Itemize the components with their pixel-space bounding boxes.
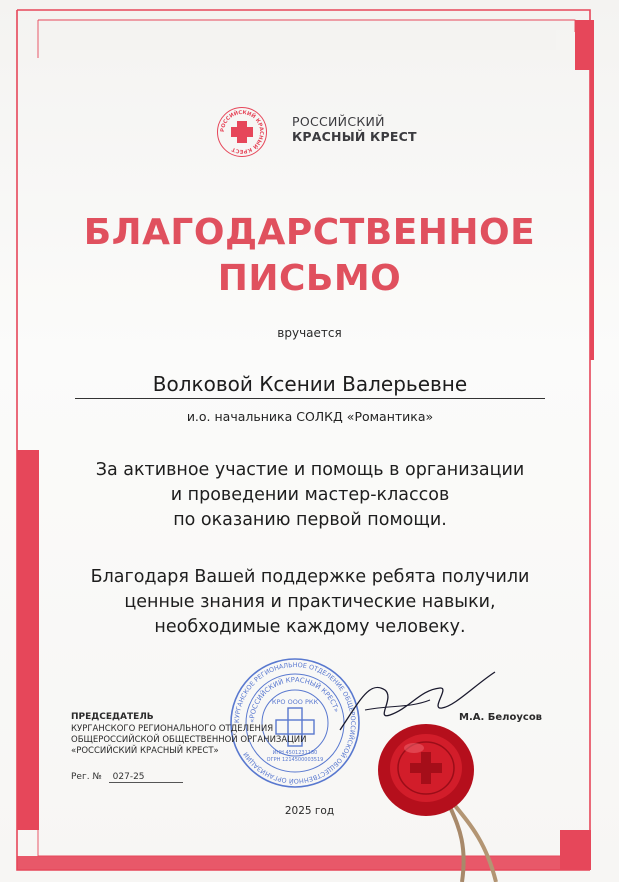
- organization-name-line2: КРАСНЫЙ КРЕСТ: [292, 129, 417, 144]
- title-line1: БЛАГОДАРСТВЕННОЕ: [83, 212, 536, 253]
- paragraph2-line: Благодаря Вашей поддержке ребята получили: [90, 567, 530, 587]
- stamp-inn: ИНН 4501231180: [272, 750, 318, 756]
- red-cross-logo-icon: [216, 106, 268, 158]
- chair-org-line: ОБЩЕРОССИЙСКОЙ ОБЩЕСТВЕННОЙ ОРГАНИЗАЦИИ: [71, 735, 307, 745]
- stamp-kro-text: КРО ООО РКК: [271, 698, 319, 706]
- paragraph1-line: и проведении мастер-классов: [170, 485, 450, 505]
- recipient-name: Волковой Ксении Валерьевне: [75, 372, 545, 399]
- reg-label: Рег. №: [71, 772, 102, 782]
- chair-title: ПРЕДСЕДАТЕЛЬ: [71, 712, 154, 722]
- stamp-outer-text: КУРГАНСКОЕ РЕГИОНАЛЬНОЕ ОТДЕЛЕНИЕ ОБЩЕРОССИЙСКОЙ ОБЩЕСТВЕННОЙ ОРГАНИЗАЦИИ: [232, 660, 358, 786]
- organization-name: [292, 114, 417, 144]
- stamp-ogrn: ОГРН 1214500003519: [266, 757, 324, 763]
- title-line2: ПИСЬМО: [217, 258, 402, 299]
- chair-org-line: «РОССИЙСКИЙ КРАСНЫЙ КРЕСТ»: [71, 746, 219, 756]
- wax-seal-icon: [378, 722, 513, 882]
- paragraph1-line: За активное участие и помощь в организации: [95, 460, 525, 480]
- logo-ring-text: РОССИЙСКИЙ КРАСНЫЙ КРЕСТ: [219, 109, 265, 155]
- awarded-label: вручается: [277, 326, 342, 340]
- chairman-block: [71, 712, 307, 757]
- reg-number-value: 027-25: [109, 772, 183, 783]
- recipient-position: и.о. начальника СОЛКД «Романтика»: [186, 409, 434, 424]
- stamp-inner-text: «РОССИЙСКИЙ КРАСНЫЙ КРЕСТ»: [247, 675, 341, 724]
- signer-name: М.А. Белоусов: [459, 712, 543, 723]
- paragraph2-line: необходимые каждому человеку.: [154, 617, 466, 637]
- registration-number: [71, 772, 183, 783]
- issue-year: 2025 год: [284, 805, 335, 817]
- gratitude-paragraph-2: [40, 565, 580, 640]
- chair-org-line: КУРГАНСКОГО РЕГИОНАЛЬНОГО ОТДЕЛЕНИЯ: [71, 724, 274, 734]
- paragraph2-line: ценные знания и практические навыки,: [124, 592, 496, 612]
- gratitude-paragraph-1: [40, 458, 580, 533]
- organization-name-line1: РОССИЙСКИЙ: [292, 114, 385, 129]
- paragraph1-line: по оказанию первой помощи.: [173, 510, 447, 530]
